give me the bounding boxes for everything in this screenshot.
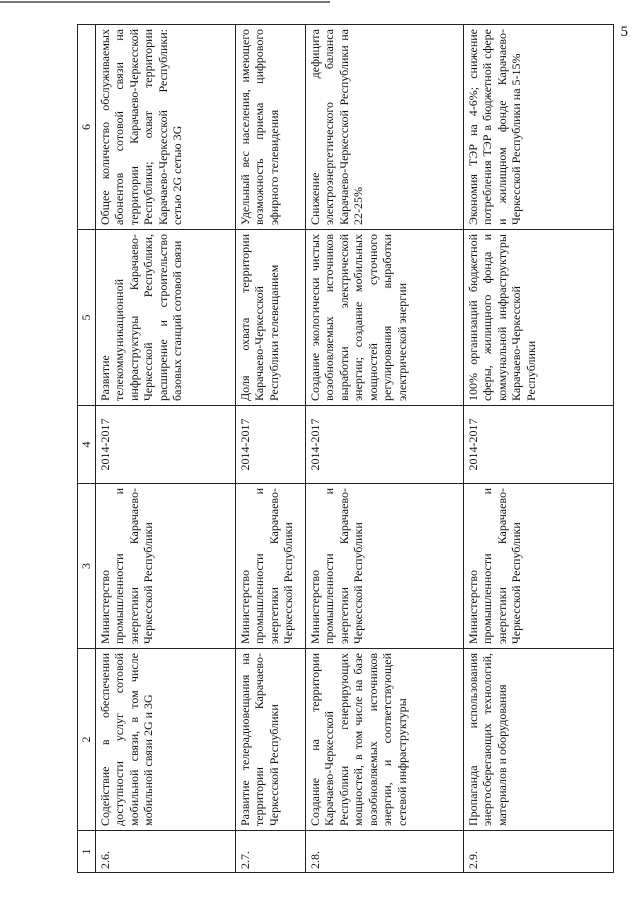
table-row xyxy=(463,25,613,873)
indicator-cell: Общее количество обслуживаемых абонентов сотовой связи на территории Карачаево-Черкесской Республики; охват территории Карачаево-Черкесской Республики: сетью 2G сетью 3G xyxy=(95,25,235,230)
result-cell: Создание экологически чистых возобновляемых источников выработки электрической энергии; создание мобильных мощностей суточного регулирования выработки электрической энергии xyxy=(305,230,463,406)
indicator-cell: Экономия ТЭР на 4-6%; снижение потребления ТЭР в бюджетной сфере и жилищном фонде Карачаево-Черкесской Республики на 5-15% xyxy=(463,25,613,230)
row-number: 2.8. xyxy=(305,831,463,873)
column-header: 3 xyxy=(78,484,96,649)
executor-cell: Министерство промышленности и энергетики Карачаево-Черкесской Республики xyxy=(305,484,463,649)
measure-cell: Содействие в обеспечении доступности услуг сотовой мобильной связи, в том числе мобильной связи 2G и 3G xyxy=(95,649,235,831)
program-measures-table xyxy=(77,24,614,873)
period-cell: 2014-2017 xyxy=(305,406,463,484)
column-header: 4 xyxy=(78,406,96,484)
row-number: 2.7. xyxy=(235,831,305,873)
measure-cell: Создание на территории Карачаево-Черкесской Республики генерирующих мощностей, в том числе на базе возобновляемых источников энергии, и соответствующей сетевой инфраструктуры xyxy=(305,649,463,831)
measure-cell: Развитие телерадиовещания на территории Карачаево-Черкесской Республики xyxy=(235,649,305,831)
period-cell: 2014-2017 xyxy=(95,406,235,484)
row-number: 2.9. xyxy=(463,831,613,873)
indicator-cell: Снижение дефицита электроэнергетического баланса Карачаево-Черкесской Республики на 22-25% xyxy=(305,25,463,230)
result-cell: Доля охвата территории Карачаево-Черкесской Республики телевещанием xyxy=(235,230,305,406)
rotated-table-container xyxy=(77,25,632,873)
table-row xyxy=(305,25,463,873)
page-top-edge xyxy=(0,1,330,3)
period-cell: 2014-2017 xyxy=(463,406,613,484)
table-row xyxy=(235,25,305,873)
page-number: 5 xyxy=(620,24,628,40)
executor-cell: Министерство промышленности и энергетики Карачаево-Черкесской Республики xyxy=(95,484,235,649)
measure-cell: Пропаганда использования энергосберегающих технологий, материалов и оборудования xyxy=(463,649,613,831)
period-cell: 2014-2017 xyxy=(235,406,305,484)
table-row xyxy=(95,25,235,873)
column-header: 6 xyxy=(78,25,96,230)
result-cell: 100% организаций бюджетной сферы, жилищного фонда и коммунальной инфраструктуры Карачаево-Черкесской Республики xyxy=(463,230,613,406)
indicator-cell: Удельный вес населения, имеющего возможность приема цифрового эфирного телевидения xyxy=(235,25,305,230)
column-header: 1 xyxy=(78,831,96,873)
header-row xyxy=(78,25,96,873)
column-header: 2 xyxy=(78,649,96,831)
result-cell: Развитие телекоммуникационной инфраструктуры Карачаево-Черкесской Республики, расширение и строительство базовых станций сотовой связи xyxy=(95,230,235,406)
row-number: 2.6. xyxy=(95,831,235,873)
column-header: 5 xyxy=(78,230,96,406)
executor-cell: Министерство промышленности и энергетики Карачаево-Черкесской Республики xyxy=(235,484,305,649)
executor-cell: Министерство промышленности и энергетики Карачаево-Черкесской Республики xyxy=(463,484,613,649)
